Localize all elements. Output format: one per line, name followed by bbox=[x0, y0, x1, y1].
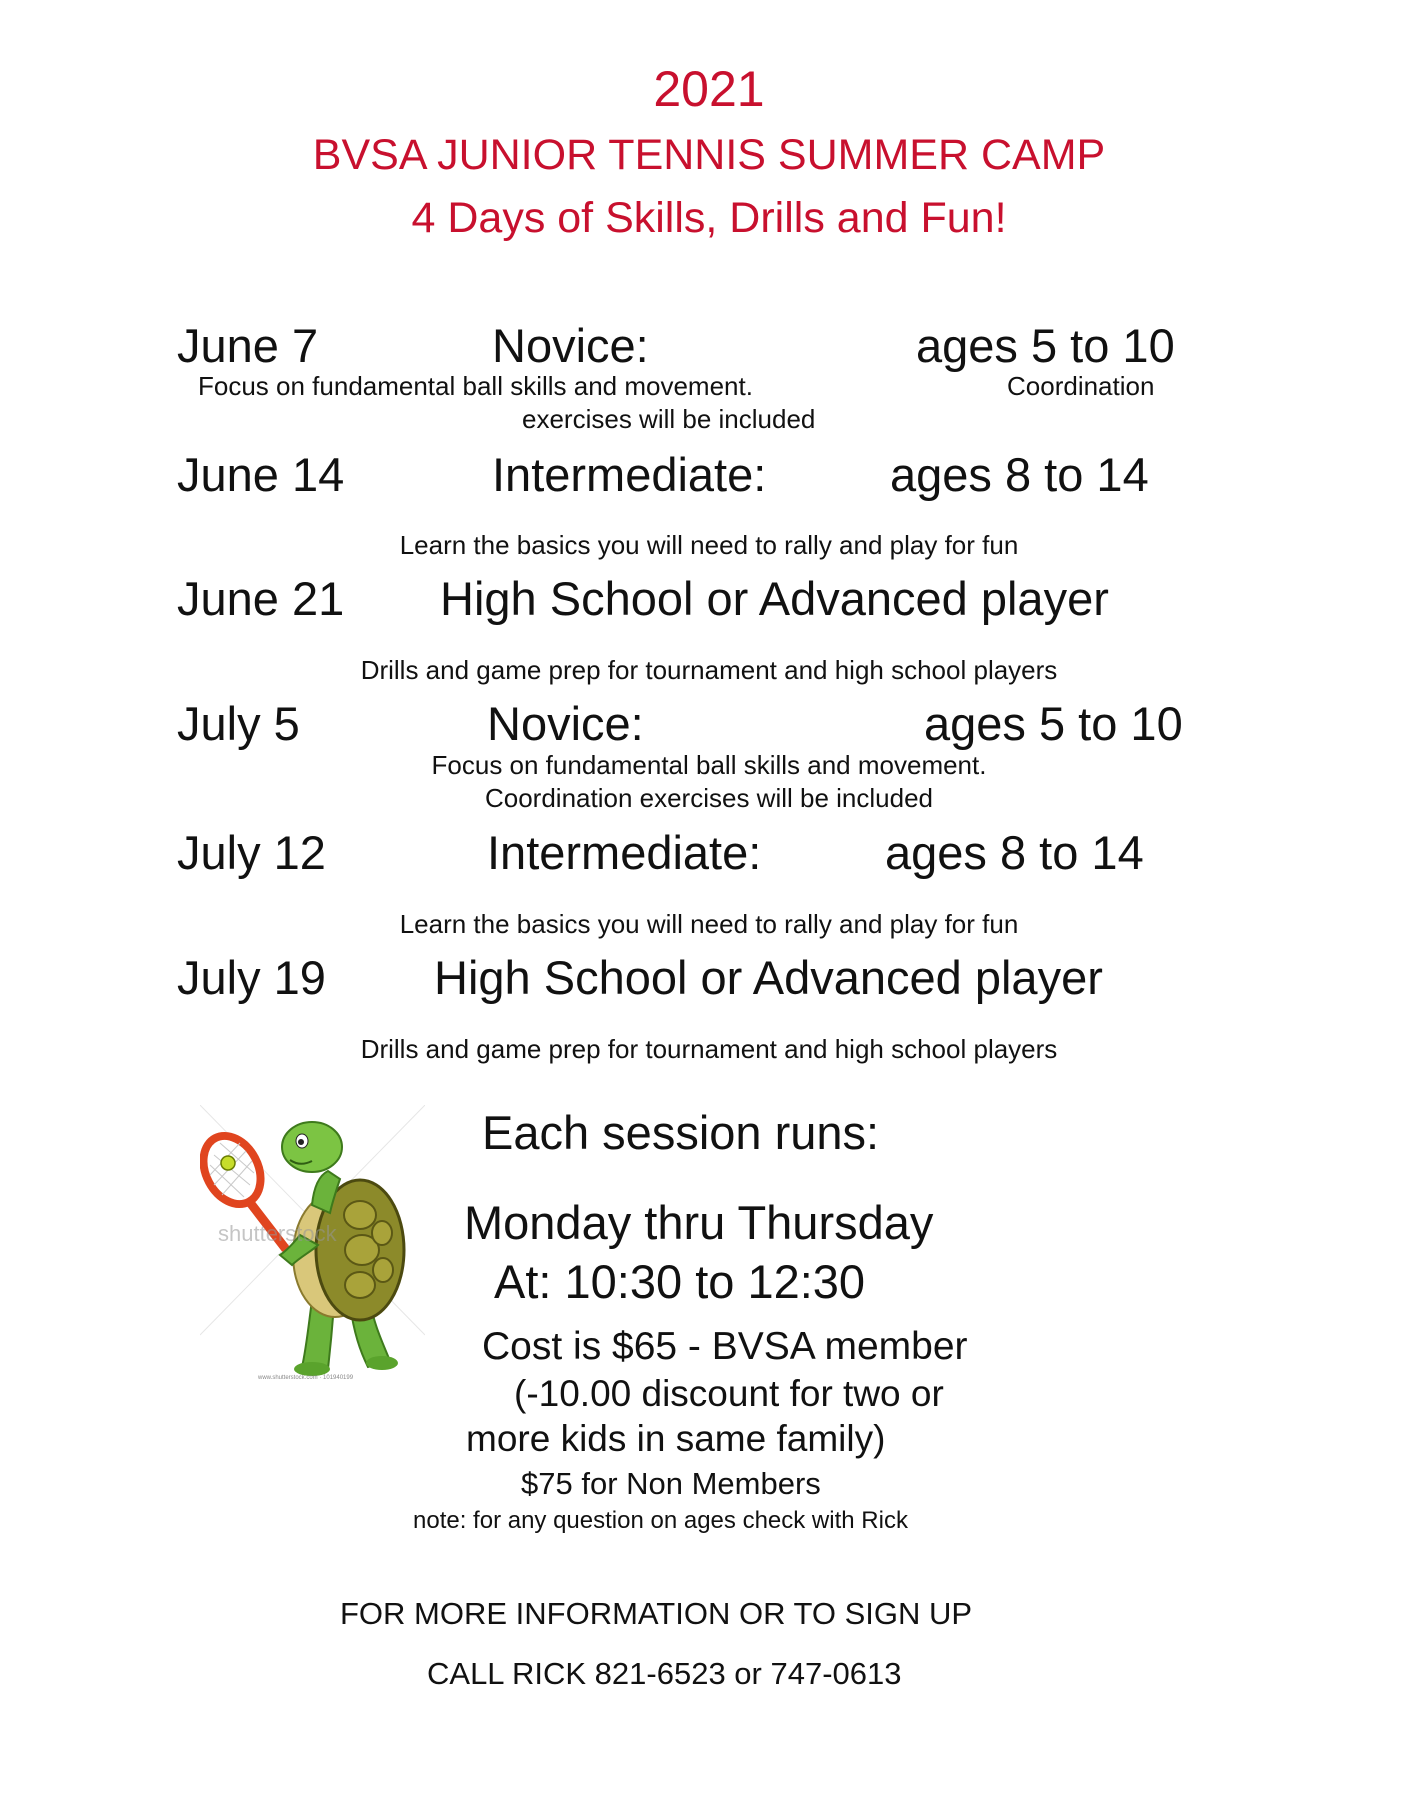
session-date: July 19 bbox=[177, 951, 326, 1004]
session-level: High School or Advanced player bbox=[434, 951, 1103, 1004]
session-description: Focus on fundamental ball skills and movement. bbox=[198, 371, 753, 401]
session-ages: ages 5 to 10 bbox=[924, 697, 1183, 750]
image-credit: www.shutterstock.com · 101940199 bbox=[258, 1375, 354, 1381]
footer-info: FOR MORE INFORMATION OR TO SIGN UP bbox=[340, 1596, 973, 1631]
discount-line: more kids in same family) bbox=[466, 1418, 886, 1459]
turtle-tennis-player-icon bbox=[200, 1105, 425, 1385]
watermark-text: shutterstock bbox=[218, 1221, 337, 1246]
session-description: exercises will be included bbox=[522, 404, 816, 434]
session-description-right: Coordination bbox=[1007, 371, 1155, 401]
session-level: Intermediate: bbox=[487, 826, 762, 879]
session-ages: ages 8 to 14 bbox=[885, 826, 1144, 879]
schedule-heading: Each session runs: bbox=[482, 1106, 880, 1159]
session-date: June 14 bbox=[177, 448, 345, 501]
footer-phone: CALL RICK 821-6523 or 747-0613 bbox=[427, 1656, 902, 1691]
camp-subtitle: 4 Days of Skills, Drills and Fun! bbox=[411, 194, 1007, 242]
session-level: High School or Advanced player bbox=[440, 572, 1109, 625]
schedule-days: Monday thru Thursday bbox=[464, 1196, 934, 1249]
age-note: note: for any question on ages check with Rick bbox=[413, 1507, 908, 1534]
session-level: Novice: bbox=[487, 697, 644, 750]
session-description: Learn the basics you will need to rally and play for fun bbox=[399, 909, 1019, 939]
session-date: June 7 bbox=[177, 319, 319, 372]
session-description: Learn the basics you will need to rally and play for fun bbox=[399, 530, 1019, 560]
session-ages: ages 5 to 10 bbox=[916, 319, 1175, 372]
camp-title: BVSA JUNIOR TENNIS SUMMER CAMP bbox=[312, 131, 1106, 179]
session-description: Focus on fundamental ball skills and movement. bbox=[431, 750, 987, 780]
session-ages: ages 8 to 14 bbox=[890, 448, 1149, 501]
session-date: July 5 bbox=[177, 697, 300, 750]
session-description: Coordination exercises will be included bbox=[484, 783, 934, 813]
session-date: June 21 bbox=[177, 572, 345, 625]
session-description: Drills and game prep for tournament and high school players bbox=[360, 655, 1058, 685]
session-date: July 12 bbox=[177, 826, 326, 879]
cost-nonmember: $75 for Non Members bbox=[521, 1466, 821, 1501]
session-level: Intermediate: bbox=[492, 448, 767, 501]
cost-member: Cost is $65 - BVSA member bbox=[482, 1325, 968, 1368]
session-level: Novice: bbox=[492, 319, 649, 372]
discount-line: (-10.00 discount for two or bbox=[514, 1373, 944, 1414]
year-heading: 2021 bbox=[653, 61, 765, 117]
session-description: Drills and game prep for tournament and high school players bbox=[360, 1034, 1058, 1064]
schedule-time: At: 10:30 to 12:30 bbox=[494, 1255, 866, 1308]
